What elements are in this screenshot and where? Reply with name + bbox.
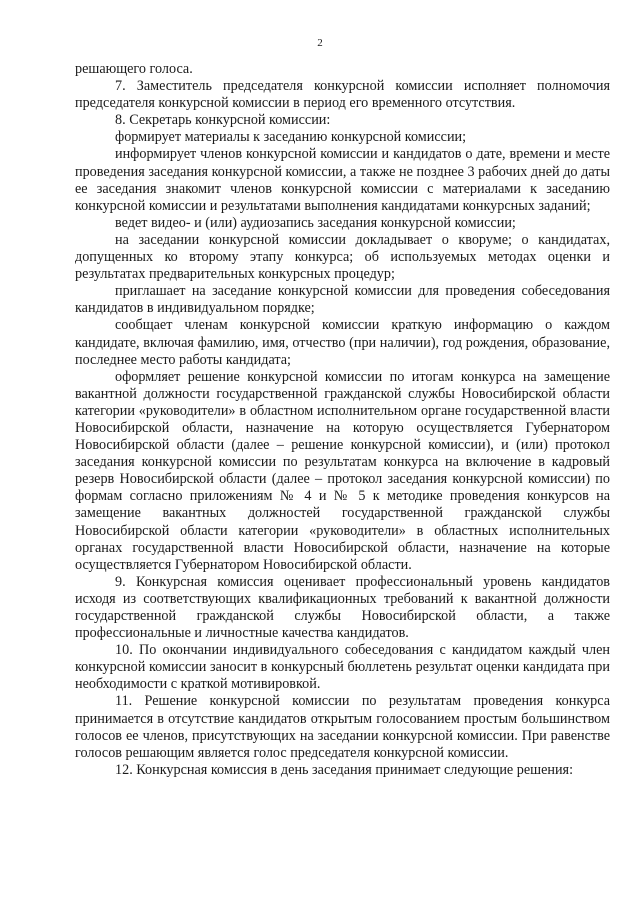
paragraph-item-8: 8. Секретарь конкурсной комиссии: — [115, 112, 331, 129]
paragraph-secretary-duty-invite: приглашает на заседание конкурсной комиссии для проведения собеседования кандидатов в индивидуальном порядке; — [75, 283, 610, 317]
paragraph-secretary-duty-materials: формирует материалы к заседанию конкурсной комиссии; — [115, 129, 467, 146]
paragraph-continuation: решающего голоса. — [75, 61, 193, 77]
paragraph-secretary-duty-decision: оформляет решение конкурсной комиссии по итогам конкурса на замещение вакантной должности государственной гражданской службы Новосибирской области категории «руководители» в областном исполнительном органе государственной власти Новосибирской области, назначение на которую осуществляется Губернатором Новосибирской области (далее – решение конкурсной комиссии), и (или) протокол заседания конкурсной комиссии по результатам конкурса на включение в кадровый резерв Новосибирской области (далее – протокол заседания конкурсной комиссии) по формам согласно приложениям № 4 и № 5 к методике проведения конкурсов на замещение вакантных должностей государственной гражданской службы Новосибирской области категории «руководители» в областных исполнительных органах государственной власти Новосибирской области, назначение на которые осуществляется Губернатором Новосибирской области. — [75, 368, 610, 573]
paragraph-secretary-duty-inform: информирует членов конкурсной комиссии и кандидатов о дате, времени и месте проведения заседания конкурсной комиссии, а также не позднее 3 рабочих дней до даты ее заседания знакомит членов конкурсной комиссии с материалами к заседанию конкурсной комиссии и результатами выполнения кандидатами конкурсных заданий; — [75, 146, 610, 214]
paragraph-secretary-duty-report: на заседании конкурсной комиссии докладывает о кворуме; о кандидатах, допущенных ко второму этапу конкурса; об используемых методах оценки и результатах предварительных конкурсных процедур; — [75, 231, 610, 283]
paragraph-item-7: 7. Заместитель председателя конкурсной комиссии исполняет полномочия председателя конкурсной комиссии в период его временного отсутствия. — [75, 78, 610, 112]
paragraph-secretary-duty-brief: сообщает членам конкурсной комиссии краткую информацию о каждом кандидате, включая фамилию, имя, отчество (при наличии), год рождения, образование, последнее место работы кандидата; — [75, 317, 610, 368]
page-number: 2 — [317, 37, 323, 49]
paragraph-item-11: 11. Решение конкурсной комиссии по результатам проведения конкурса принимается в отсутствие кандидатов открытым голосованием простым большинством голосов ее членов, присутствующих на заседании конкурсной комиссии. При равенстве голосов решающим является голос председателя конкурсной комиссии. — [75, 693, 610, 761]
document-body — [75, 61, 610, 779]
paragraph-item-10: 10. По окончании индивидуального собеседования с кандидатом каждый член конкурсной комиссии заносит в конкурсный бюллетень результат оценки кандидата при необходимости с краткой мотивировкой. — [75, 642, 610, 693]
paragraph-item-9: 9. Конкурсная комиссия оценивает профессиональный уровень кандидатов исходя из соответствующих квалификационных требований к вакантной должности государственной гражданской службы Новосибирской области, а также профессиональные и личностные качества кандидатов. — [75, 573, 610, 642]
paragraph-item-12: 12. Конкурсная комиссия в день заседания принимает следующие решения: — [115, 761, 574, 778]
paragraph-secretary-duty-recording: ведет видео- и (или) аудиозапись заседания конкурсной комиссии; — [115, 214, 516, 231]
